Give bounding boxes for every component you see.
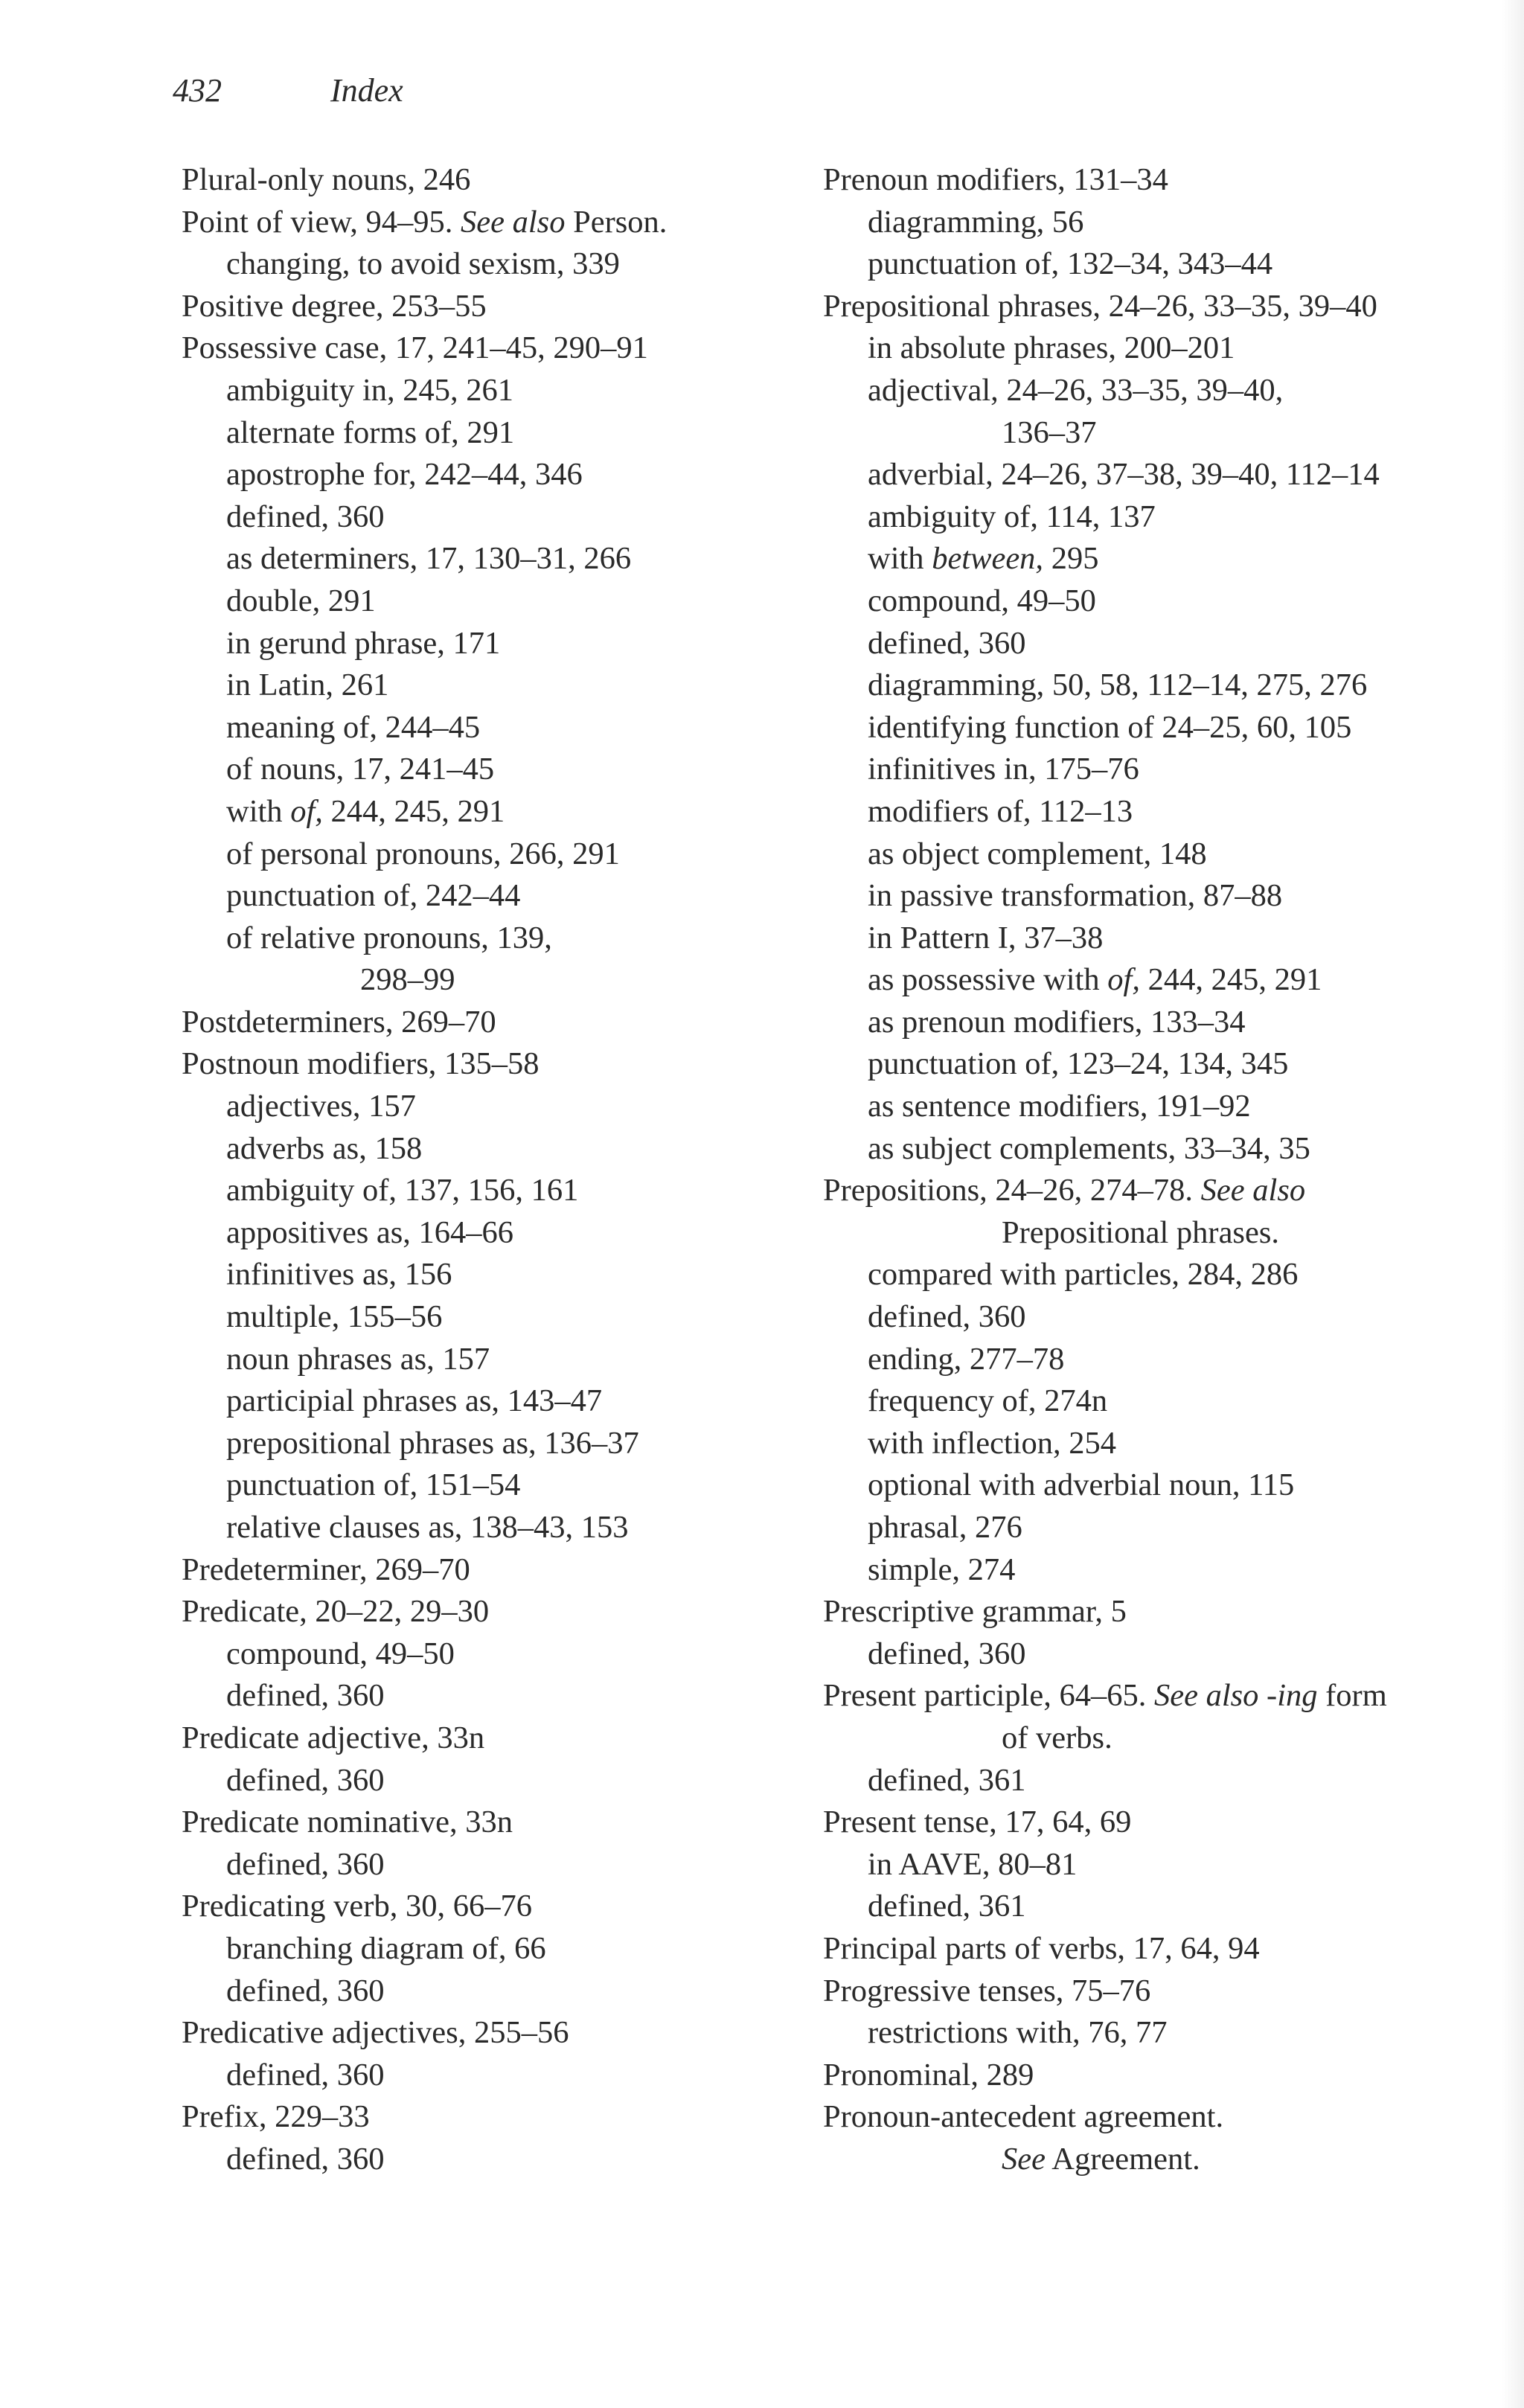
entry-text: Predicate adjective, 33n [182, 1720, 485, 1755]
entry-text: participial phrases as, 143–47 [226, 1383, 603, 1419]
index-main-entry [823, 1170, 1387, 1212]
entry-text: punctuation of, 132–34, 343–44 [868, 246, 1273, 282]
index-subentry [823, 202, 1387, 244]
index-main-entry [823, 1591, 1387, 1633]
entry-text: multiple, 155–56 [226, 1299, 443, 1335]
entry-text: defined, 360 [226, 499, 385, 534]
index-subentry [823, 1464, 1387, 1507]
entry-text: Point of view, 94–95. [182, 204, 461, 240]
entry-text: diagramming, 50, 58, 112–14, 275, 276 [868, 667, 1368, 703]
index-subentry [182, 1212, 667, 1255]
entry-text: See also -ing [1153, 1678, 1318, 1714]
index-subentry [182, 833, 667, 876]
entry-text: of nouns, 17, 241–45 [226, 752, 495, 787]
entry-text: Predicating verb, 30, 66–76 [182, 1889, 532, 1924]
entry-text: 136–37 [1002, 414, 1097, 450]
index-subentry [823, 1128, 1387, 1171]
entry-text: adjectival, 24–26, 33–35, 39–40, [868, 372, 1284, 408]
entry-text: with [868, 541, 932, 577]
index-subentry [823, 959, 1387, 1002]
index-subentry [182, 1380, 667, 1423]
entry-text: in Latin, 261 [226, 667, 389, 703]
entry-text: form [1317, 1678, 1387, 1714]
index-subentry [823, 1886, 1387, 1928]
page-number: 432 [173, 72, 222, 109]
index-subentry [182, 1633, 667, 1676]
index-main-entry [182, 2012, 667, 2055]
entry-text: modifiers of, 112–13 [868, 793, 1133, 829]
index-subentry [182, 580, 667, 623]
index-main-entry [823, 2096, 1387, 2139]
index-main-entry [182, 1043, 667, 1086]
entry-text: of verbs. [1002, 1720, 1112, 1755]
index-subentry [182, 1254, 667, 1296]
index-main-entry [182, 1717, 667, 1760]
index-subentry [823, 370, 1387, 412]
index-subentry [182, 538, 667, 580]
entry-text: defined, 360 [226, 2057, 385, 2092]
index-subentry [823, 875, 1387, 918]
entry-text: 298–99 [360, 962, 455, 998]
entry-text: compound, 49–50 [868, 583, 1096, 618]
index-main-entry [823, 1675, 1387, 1717]
index-subentry [182, 496, 667, 539]
entry-text: defined, 361 [868, 1762, 1026, 1798]
entry-text: ambiguity of, 137, 156, 161 [226, 1173, 579, 1208]
index-main-entry [823, 2055, 1387, 2097]
index-subentry [182, 1339, 667, 1381]
index-subentry [182, 412, 667, 455]
entry-text: ambiguity of, 114, 137 [868, 499, 1156, 534]
entry-text: Postnoun modifiers, 135–58 [182, 1046, 540, 1082]
entry-text: infinitives as, 156 [226, 1257, 452, 1293]
index-subentry [182, 1423, 667, 1465]
index-subentry [823, 580, 1387, 623]
index-subentry [823, 454, 1387, 496]
entry-text: as subject complements, 33–34, 35 [868, 1130, 1310, 1166]
entry-text: of personal pronouns, 266, 291 [226, 836, 620, 871]
entry-text: double, 291 [226, 583, 376, 618]
entry-text: as sentence modifiers, 191–92 [868, 1089, 1251, 1124]
entry-text: Prefix, 229–33 [182, 2099, 370, 2135]
index-subentry [182, 1170, 667, 1212]
index-subentry [182, 918, 667, 960]
entry-text: Progressive tenses, 75–76 [823, 1973, 1151, 2008]
index-subentry [182, 1844, 667, 1886]
index-subentry [823, 496, 1387, 539]
running-head [173, 68, 403, 113]
entry-text: See also [1200, 1173, 1306, 1208]
index-subentry [182, 1760, 667, 1802]
entry-text: simple, 274 [868, 1552, 1016, 1587]
entry-text: Predeterminer, 269–70 [182, 1552, 470, 1587]
index-subentry [823, 1086, 1387, 1128]
index-subentry [182, 1928, 667, 1970]
entry-text: restrictions with, 76, 77 [868, 2015, 1168, 2051]
index-subentry [823, 665, 1387, 707]
index-subentry [823, 1549, 1387, 1592]
index-main-entry [823, 1970, 1387, 2013]
entry-text: punctuation of, 242–44 [226, 878, 521, 914]
entry-text: Person. [565, 204, 667, 240]
index-subentry [823, 1254, 1387, 1296]
entry-text: 244, 245, 291 [1139, 962, 1322, 998]
entry-text: defined, 360 [226, 2141, 385, 2177]
entry-text: defined, 360 [226, 1762, 385, 1798]
entry-text: in gerund phrase, 171 [226, 625, 501, 661]
index-subentry [823, 918, 1387, 960]
index-subentry [823, 2012, 1387, 2055]
entry-text: phrasal, 276 [868, 1510, 1022, 1545]
entry-text: defined, 360 [226, 1678, 385, 1714]
entry-text: in Pattern I, 37–38 [868, 920, 1104, 955]
index-subentry [823, 2139, 1387, 2181]
index-main-entry [182, 159, 667, 202]
index-subentry [823, 1380, 1387, 1423]
index-main-entry [182, 2096, 667, 2139]
index-subentry [182, 623, 667, 665]
index-subentry [182, 454, 667, 496]
index-subentry [823, 412, 1387, 455]
entry-text: infinitives in, 175–76 [868, 752, 1139, 787]
index-main-entry [823, 1928, 1387, 1970]
index-main-entry [182, 1886, 667, 1928]
entry-text: defined, 360 [226, 1973, 385, 2008]
entry-text: See also [461, 204, 566, 240]
entry-text: Postdeterminers, 269–70 [182, 1004, 496, 1040]
index-subentry [823, 1002, 1387, 1044]
entry-text: alternate forms of, 291 [226, 414, 515, 450]
entry-text: Agreement. [1045, 2141, 1200, 2177]
entry-text: Predicative adjectives, 255–56 [182, 2015, 569, 2051]
index-subentry [182, 749, 667, 791]
entry-text: noun phrases as, 157 [226, 1341, 490, 1377]
entry-text: meaning of, 244–45 [226, 709, 481, 745]
index-main-entry [823, 1802, 1387, 1844]
index-main-entry [182, 1002, 667, 1044]
entry-text: with [226, 793, 291, 829]
index-subentry [823, 707, 1387, 749]
index-column-left [182, 159, 667, 2181]
index-subentry [182, 959, 667, 1002]
entry-text: apostrophe for, 242–44, 346 [226, 457, 583, 493]
entry-text: appositives as, 164–66 [226, 1214, 514, 1250]
entry-text: in absolute phrases, 200–201 [868, 330, 1235, 366]
entry-text: compared with particles, 284, 286 [868, 1257, 1299, 1293]
index-main-entry [823, 286, 1387, 328]
index-subentry [823, 1212, 1387, 1255]
entry-text: ambiguity in, 245, 261 [226, 372, 514, 408]
index-subentry [823, 327, 1387, 370]
entry-text: adverbial, 24–26, 37–38, 39–40, 112–14 [868, 457, 1380, 493]
index-subentry [823, 1507, 1387, 1549]
index-main-entry [182, 327, 667, 370]
entry-text: as determiners, 17, 130–31, 266 [226, 541, 632, 577]
entry-text: Present participle, 64–65. [823, 1678, 1154, 1714]
entry-text: prepositional phrases as, 136–37 [226, 1425, 639, 1461]
entry-text: diagramming, 56 [868, 204, 1084, 240]
entry-text: in passive transformation, 87–88 [868, 878, 1283, 914]
index-subentry [823, 1633, 1387, 1676]
entry-text: adjectives, 157 [226, 1089, 416, 1124]
index-subentry [823, 791, 1387, 833]
entry-text: frequency of, 274n [868, 1383, 1108, 1419]
index-subentry [823, 1043, 1387, 1086]
entry-text: punctuation of, 151–54 [226, 1467, 521, 1503]
index-subentry [182, 2055, 667, 2097]
entry-text: with inflection, 254 [868, 1425, 1117, 1461]
entry-text: defined, 360 [868, 1636, 1026, 1671]
index-subentry [823, 1339, 1387, 1381]
entry-text: Prepositions, 24–26, 274–78. [823, 1173, 1201, 1208]
index-subentry [182, 2139, 667, 2181]
entry-text: Principal parts of verbs, 17, 64, 94 [823, 1930, 1260, 1966]
index-subentry [182, 1128, 667, 1171]
index-subentry [182, 875, 667, 918]
entry-text: Prenoun modifiers, 131–34 [823, 162, 1168, 197]
index-subentry [182, 1675, 667, 1717]
entry-text: Pronoun-antecedent agreement. [823, 2099, 1224, 2135]
index-subentry [823, 833, 1387, 876]
entry-text: in AAVE, 80–81 [868, 1846, 1078, 1882]
entry-text: branching diagram of, 66 [226, 1930, 546, 1966]
entry-text: Positive degree, 253–55 [182, 288, 487, 324]
index-subentry [823, 1296, 1387, 1339]
entry-text: identifying function of 24–25, 60, 105 [868, 709, 1352, 745]
entry-text: as object complement, 148 [868, 836, 1207, 871]
entry-text: ending, 277–78 [868, 1341, 1065, 1377]
entry-text: of, [1107, 962, 1140, 998]
index-subentry [823, 1760, 1387, 1802]
index-subentry [182, 707, 667, 749]
index-column-right [823, 159, 1387, 2181]
entry-text: as prenoun modifiers, 133–34 [868, 1004, 1246, 1040]
index-subentry [823, 1717, 1387, 1760]
entry-text: changing, to avoid sexism, 339 [226, 246, 620, 282]
index-subentry [182, 791, 667, 833]
entry-text: Pronominal, 289 [823, 2057, 1034, 2092]
entry-text: defined, 361 [868, 1889, 1026, 1924]
entry-text: defined, 360 [226, 1846, 385, 1882]
section-title: Index [330, 72, 403, 109]
index-subentry [182, 1970, 667, 2013]
index-subentry [182, 243, 667, 286]
entry-text: Possessive case, 17, 241–45, 290–91 [182, 330, 648, 366]
index-subentry [823, 243, 1387, 286]
index-main-entry [182, 1549, 667, 1592]
entry-text: See [1002, 2141, 1046, 2177]
entry-text: defined, 360 [868, 625, 1026, 661]
entry-text: Predicate nominative, 33n [182, 1805, 513, 1840]
index-subentry [182, 1086, 667, 1128]
index-subentry [182, 1507, 667, 1549]
index-main-entry [823, 159, 1387, 202]
entry-text: defined, 360 [868, 1299, 1026, 1335]
index-main-entry [182, 1802, 667, 1844]
entry-text: Present tense, 17, 64, 69 [823, 1805, 1132, 1840]
entry-text: adverbs as, 158 [226, 1130, 423, 1166]
entry-text: Predicate, 20–22, 29–30 [182, 1594, 490, 1630]
page-edge-shadow [1502, 0, 1524, 2408]
index-subentry [823, 749, 1387, 791]
entry-text: Prescriptive grammar, 5 [823, 1594, 1127, 1630]
index-main-entry [182, 286, 667, 328]
entry-text: punctuation of, 123–24, 134, 345 [868, 1046, 1289, 1082]
index-subentry [823, 623, 1387, 665]
entry-text: relative clauses as, 138–43, 153 [226, 1510, 629, 1545]
index-main-entry [182, 202, 667, 244]
index-subentry [182, 1296, 667, 1339]
entry-text: Prepositional phrases. [1002, 1214, 1279, 1250]
entry-text: of relative pronouns, 139, [226, 920, 552, 955]
entry-text: compound, 49–50 [226, 1636, 455, 1671]
index-subentry [823, 1844, 1387, 1886]
entry-text: between, [932, 541, 1044, 577]
index-subentry [182, 665, 667, 707]
entry-text: Prepositional phrases, 24–26, 33–35, 39–40 [823, 288, 1377, 324]
entry-text: 295 [1043, 541, 1099, 577]
index-subentry [182, 1464, 667, 1507]
entry-text: optional with adverbial noun, 115 [868, 1467, 1295, 1503]
entry-text: of, [290, 793, 323, 829]
index-subentry [182, 370, 667, 412]
entry-text: as possessive with [868, 962, 1108, 998]
index-subentry [823, 538, 1387, 580]
index-subentry [823, 1423, 1387, 1465]
index-main-entry [182, 1591, 667, 1633]
entry-text: 244, 245, 291 [322, 793, 505, 829]
entry-text: Plural-only nouns, 246 [182, 162, 471, 197]
